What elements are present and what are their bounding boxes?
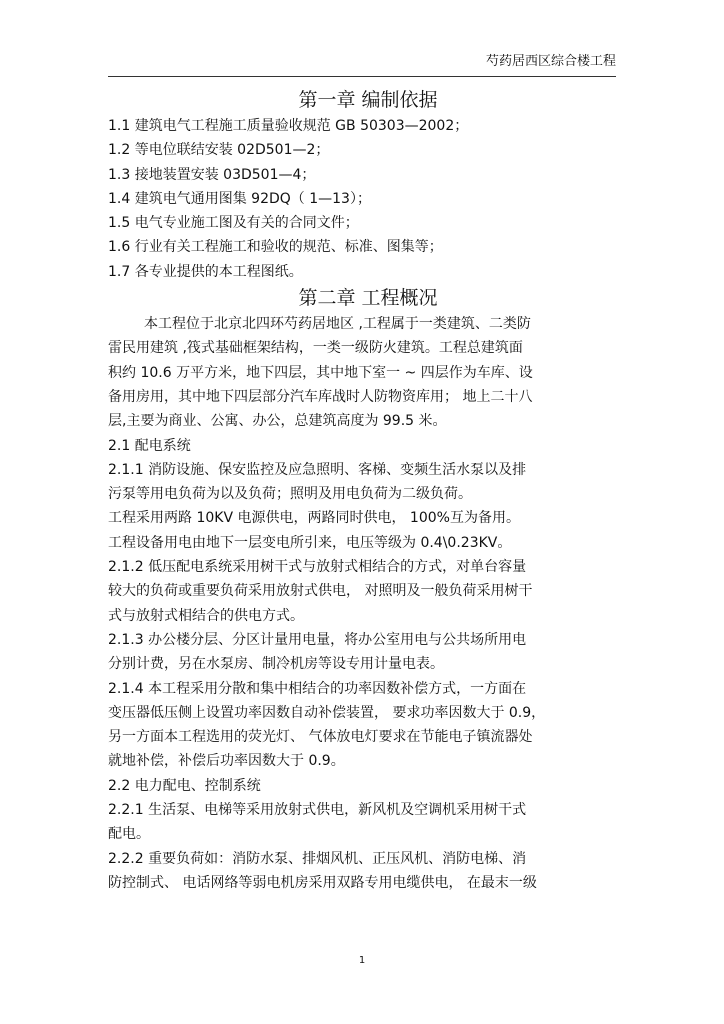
header-title: 芍药居西区综合楼工程 bbox=[485, 54, 616, 69]
section-text bbox=[108, 434, 628, 896]
text-line: 就地补偿，补偿后功率因数大于 0.9。 bbox=[108, 753, 345, 770]
list-item: 1.4 建筑电气通用图集 92DQ（ 1—13）； bbox=[108, 190, 371, 207]
text-line: 防控制式、 电话网络等弱电机房采用双路专用电缆供电， 在最末一级 bbox=[108, 874, 537, 891]
list-item: 1.7 各专业提供的本工程图纸。 bbox=[108, 263, 303, 280]
text-line: 另一方面本工程选用的荧光灯、 气体放电灯要求在节能电子镇流器处 bbox=[108, 729, 533, 746]
section-heading-2-2: 2.2 电力配电、控制系统 bbox=[108, 777, 261, 794]
list-item: 1.1 建筑电气工程施工质量验收规范 GB 50303—2002； bbox=[108, 118, 469, 134]
section-heading-2-1: 2.1 配电系统 bbox=[108, 437, 191, 454]
text-line: 2.1.4 本工程采用分散和集中相结合的功率因数补偿方式，一方面在 bbox=[108, 680, 527, 697]
document-body bbox=[108, 86, 628, 895]
paragraph-line: 备用房用，其中地下四层部分汽车库战时人防物资库用； 地上二十八 bbox=[108, 388, 533, 405]
text-line: 工程设备用电由地下一层变电所引来，电压等级为 0.4\0.23KV。 bbox=[108, 534, 512, 551]
text-line: 变压器低压侧上设置功率因数自动补偿装置， 要求功率因数大于 0.9， bbox=[108, 704, 546, 721]
chapter-1-title: 第一章 编制依据 bbox=[298, 89, 438, 111]
paragraph-line: 层,主要为商业、公寓、办公，总建筑高度为 99.5 米。 bbox=[108, 413, 447, 430]
text-line: 2.2.1 生活泵、电梯等采用放射式供电，新风机及空调机采用树干式 bbox=[108, 802, 527, 819]
text-line: 式与放射式相结合的供电方式。 bbox=[108, 607, 304, 624]
text-line: 2.2.2 重要负荷如：消防水泵、排烟风机、正压风机、消防电梯、消 bbox=[108, 850, 527, 867]
chapter-1-list bbox=[108, 114, 628, 284]
page-number: 1 bbox=[358, 955, 366, 966]
list-item: 1.6 行业有关工程施工和验收的规范、标准、图集等； bbox=[108, 239, 443, 256]
text-line: 较大的负荷或重要负荷采用放射式供电， 对照明及一般负荷采用树干 bbox=[108, 583, 533, 600]
text-line: 工程采用两路 10KV 电源供电，两路同时供电， 100%互为备用。 bbox=[108, 510, 520, 527]
overview-paragraph bbox=[108, 312, 628, 433]
list-item: 1.3 接地装置安装 03D501—4； bbox=[108, 166, 316, 183]
paragraph-line: 积约 10.6 万平方米，地下四层，其中地下室一 ~ 四层作为车库、设 bbox=[108, 364, 533, 381]
paragraph-line: 雷民用建筑 ,筏式基础框架结构，一类一级防火建筑。工程总建筑面 bbox=[108, 340, 523, 357]
text-line: 2.1.2 低压配电系统采用树干式与放射式相结合的方式，对单台容量 bbox=[108, 559, 527, 576]
chapter-2-title: 第二章 工程概况 bbox=[298, 287, 438, 310]
text-line: 2.1.1 消防设施、保安监控及应急照明、客梯、变频生活水泵以及排 bbox=[108, 461, 527, 478]
page-header bbox=[108, 54, 616, 77]
paragraph-line: 本工程位于北京北四环芍药居地区 ,工程属于一类建筑、二类防 bbox=[144, 316, 531, 333]
text-line: 污泵等用电负荷为以及负荷；照明及用电负荷为二级负荷。 bbox=[108, 486, 472, 503]
text-line: 2.1.3 办公楼分层、分区计量用电量，将办公室用电与公共场所用电 bbox=[108, 631, 527, 648]
text-line: 配电。 bbox=[108, 826, 150, 843]
list-item: 1.2 等电位联结安装 02D501—2； bbox=[108, 142, 330, 159]
text-line: 分别计费，另在水泵房、制冷机房等设专用计量电表。 bbox=[108, 656, 444, 673]
list-item: 1.5 电气专业施工图及有关的合同文件； bbox=[108, 215, 359, 232]
